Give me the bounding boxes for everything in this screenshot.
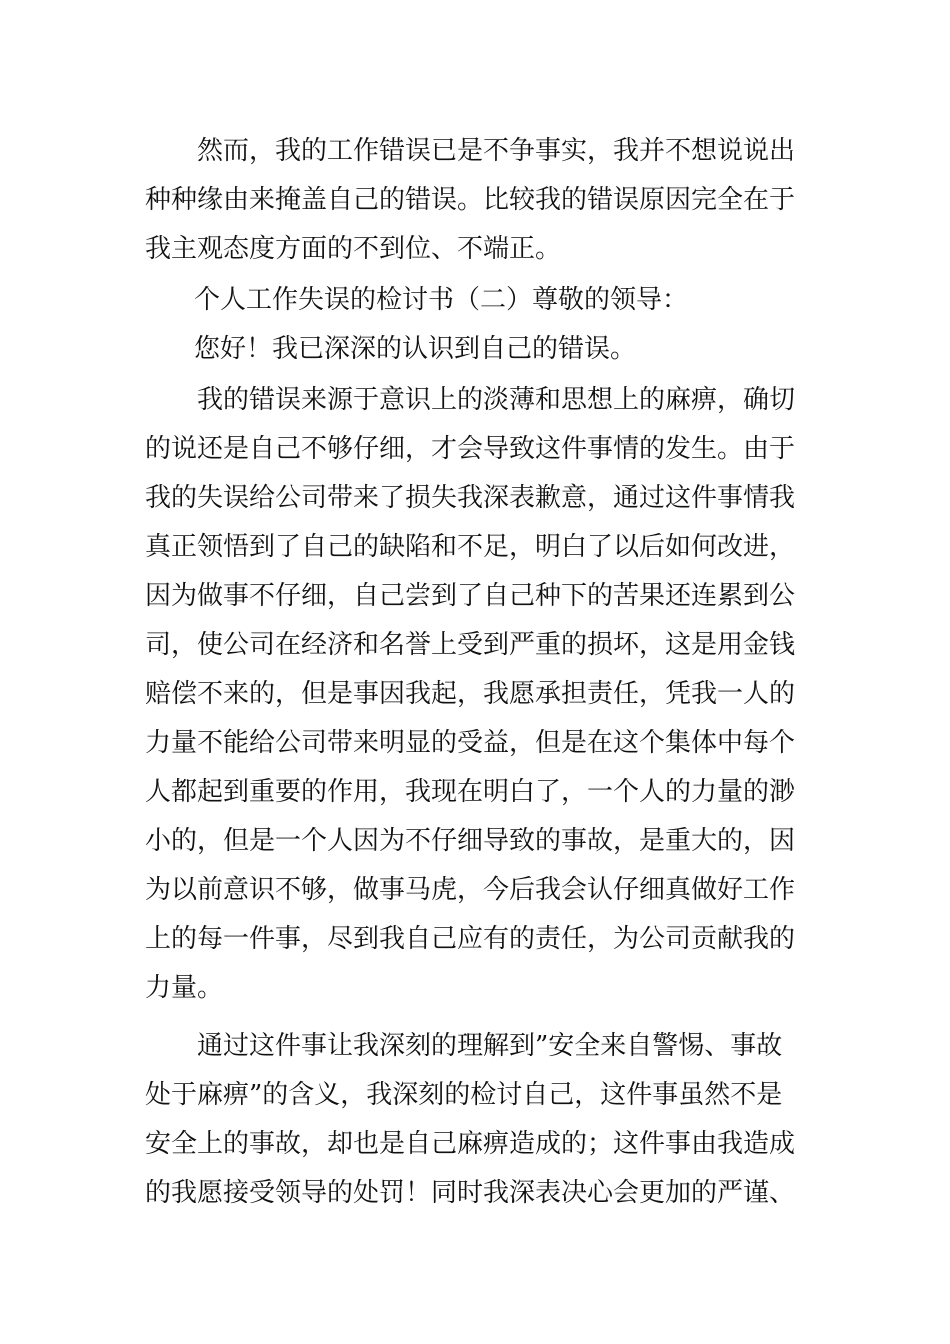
- text-line: 处于麻痹”的含义，我深刻的检讨自己，这件事虽然不是: [145, 1080, 783, 1110]
- text-line: 然而，我的工作错误已是不争事实，我并不想说说出: [197, 136, 796, 166]
- text-line: 个人工作失误的检讨书（二）尊敬的领导：: [194, 285, 689, 315]
- text-line: 的说还是自己不够仔细，才会导致这件事情的发生。由于: [145, 434, 796, 464]
- text-line: 种种缘由来掩盖自己的错误。比较我的错误原因完全在于: [145, 185, 796, 215]
- text-line: 司，使公司在经济和名誉上受到严重的损坏，这是用金钱: [145, 630, 796, 660]
- text-line: 我的失误给公司带来了损失我深表歉意，通过这件事情我: [145, 483, 796, 513]
- text-line: 为以前意识不够，做事马虎，今后我会认仔细真做好工作: [145, 875, 796, 905]
- text-line: 您好！我已深深的认识到自己的错误。: [194, 334, 637, 364]
- text-line: 力量。: [145, 973, 224, 1003]
- text-line: 我主观态度方面的不到位、不端正。: [145, 234, 562, 264]
- text-line: 力量不能给公司带来明显的受益，但是在这个集体中每个: [145, 728, 796, 758]
- text-line: 的我愿接受领导的处罚！同时我深表决心会更加的严谨、: [145, 1178, 796, 1208]
- text-line: 赔偿不来的，但是事因我起，我愿承担责任，凭我一人的: [145, 679, 796, 709]
- text-line: 人都起到重要的作用，我现在明白了，一个人的力量的渺: [145, 777, 796, 807]
- text-line: 上的每一件事，尽到我自己应有的责任，为公司贡献我的: [145, 924, 796, 954]
- text-line: 安全上的事故，却也是自己麻痹造成的；这件事由我造成: [145, 1129, 796, 1159]
- text-line: 小的，但是一个人因为不仔细导致的事故，是重大的，因: [145, 826, 796, 856]
- text-line: 通过这件事让我深刻的理解到”安全来自警惕、事故: [197, 1031, 783, 1061]
- text-line: 我的错误来源于意识上的淡薄和思想上的麻痹，确切: [197, 385, 796, 415]
- text-line: 真正领悟到了自己的缺陷和不足，明白了以后如何改进，: [145, 532, 796, 562]
- text-line: 因为做事不仔细，自己尝到了自己种下的苦果还连累到公: [145, 581, 796, 611]
